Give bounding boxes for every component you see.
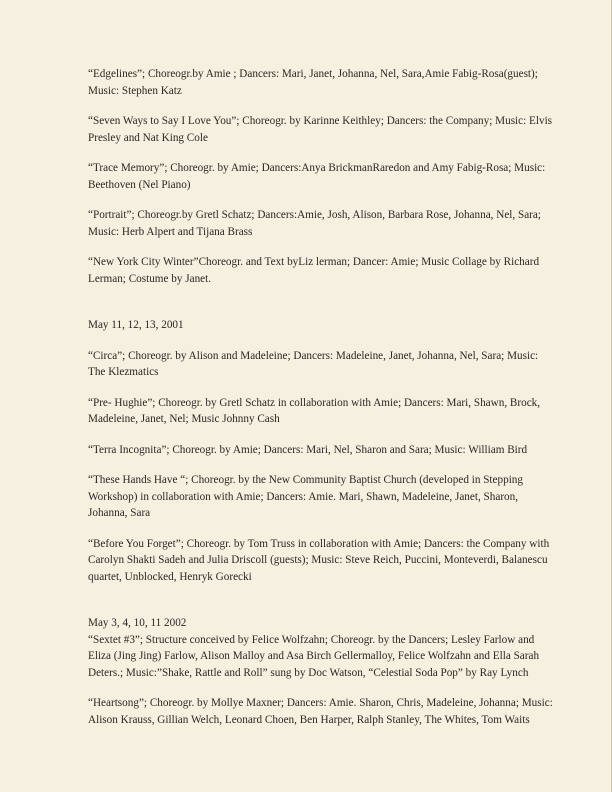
- date-heading: May 11, 12, 13, 2001: [88, 319, 184, 331]
- performance-entry: “Sextet #3”; Structure conceived by Felice Wolfzahn; Choreogr. by the Dancers; Lesley Farlow and Eliza (Jing Jing) Farlow, Alison Malloy and Asa Birch Gellermalloy, Felice Wolfzahn and Ella Sarah Deters.; Music:”Shake, Rattle and Roll” sung by Doc Watson, “Celestial Soda Pop” by Ray Lynch: [88, 633, 540, 679]
- section-2001: [88, 317, 558, 585]
- performance-entry: “Edgelines”; Choreogr.by Amie ; Dancers: Mari, Janet, Johanna, Nel, Sara,Amie Fabig-Rosa(guest); Music: Stephen Katz: [88, 68, 538, 97]
- section-untitled: [88, 66, 558, 287]
- performance-entry: “Pre- Hughie”; Choreogr. by Gretl Schatz in collaboration with Amie; Dancers: Mari, Shawn, Brock, Madeleine, Janet, Nel; Music Johnny Cash: [88, 396, 541, 425]
- performance-entry: “These Hands Have “; Choreogr. by the New Community Baptist Church (developed in Stepping Workshop) in collaboration with Amie; Dancers: Amie. Mari, Shawn, Madeleine, Janet, Sharon, Johanna, Sara: [88, 474, 523, 519]
- performance-entry: “Terra Incognita”; Choreogr. by Amie; Dancers: Mari, Nel, Sharon and Sara; Music: William Bird: [88, 443, 528, 456]
- section-2002: [88, 615, 558, 728]
- performance-entry: “Trace Memory”; Choreogr. by Amie; Dancers:Anya BrickmanRaredon and Amy Fabig-Rosa; Music: Beethoven (Nel Piano): [88, 162, 546, 191]
- performance-entry: “Before You Forget”; Choreogr. by Tom Truss in collaboration with Amie; Dancers: the Company with Carolyn Shakti Sadeh and Julia Driscoll (guests); Music: Steve Reich, Puccini, Monteverdi, Balanescu quartet, Unblocked, Henryk Gorecki: [88, 537, 550, 583]
- performance-entry: “Circa”; Choreogr. by Alison and Madeleine; Dancers: Madeleine, Janet, Johanna, Nel, Sara; Music: The Klezmatics: [88, 349, 539, 378]
- performance-entry: “Seven Ways to Say I Love You”; Choreogr. by Karinne Keithley; Dancers: the Company; Music: Elvis Presley and Nat King Cole: [88, 115, 553, 144]
- performance-entry: “New York City Winter”Choreogr. and Text byLiz lerman; Dancer: Amie; Music Collage by Richard Lerman; Costume by Janet.: [88, 256, 540, 285]
- performance-entry: “Portrait”; Choreogr.by Gretl Schatz; Dancers:Amie, Josh, Alison, Barbara Rose, Johanna, Nel, Sara; Music: Herb Alpert and Tijana Brass: [88, 209, 541, 238]
- date-heading: May 3, 4, 10, 11 2002: [88, 617, 187, 629]
- performance-entry: “Heartsong”; Choreogr. by Mollye Maxner; Dancers: Amie. Sharon, Chris, Madeleine, Johanna; Music: Alison Krauss, Gillian Welch, Leonard Choen, Ben Harper, Ralph Stanley, The Whites, Tom Waits: [88, 697, 553, 726]
- performance-list: [88, 66, 558, 742]
